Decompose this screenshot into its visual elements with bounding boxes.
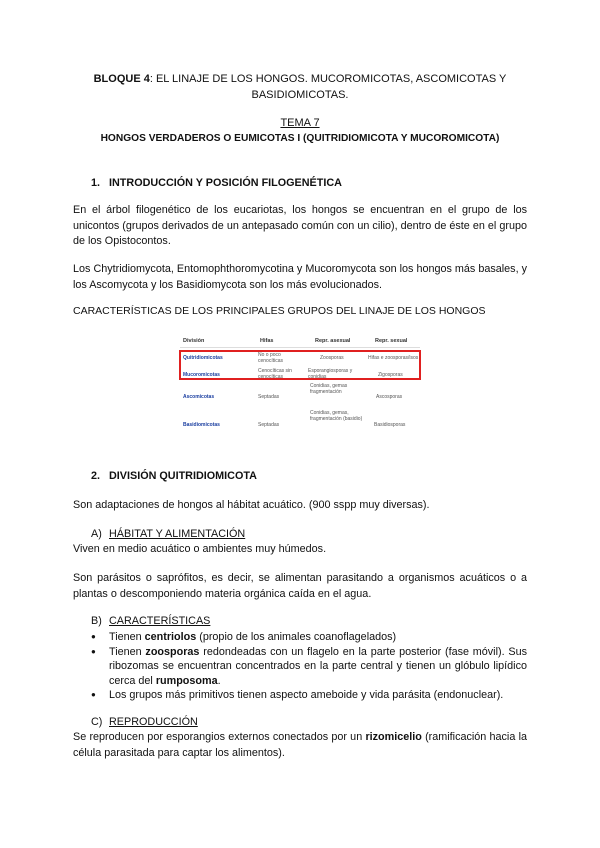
- table-row-4-division: Basidiomicotas: [183, 422, 220, 428]
- table-header-asexual: Repr. asexual: [315, 338, 351, 344]
- subsection-a-paragraph-1: Viven en medio acuático o ambientes muy húmedos.: [73, 543, 327, 555]
- tema-title: HONGOS VERDADEROS O EUMICOTAS I (QUITRIDIOMICOTA Y MUCOROMICOTA): [100, 133, 500, 144]
- block-title-rest: : EL LINAJE DE LOS HONGOS. MUCOROMICOTAS, ASCOMICOTAS Y BASIDIOMICOTAS.: [149, 73, 507, 101]
- table-divider: [180, 347, 420, 348]
- subsection-a-title: HÁBITAT Y ALIMENTACIÓN: [109, 528, 246, 540]
- subsection-c-title: REPRODUCCIÓN: [109, 716, 198, 728]
- list-item: ● Tienen zoosporas redondeadas con un flagelo en la parte posterior (fase móvil). Sus ribozomas se encuentran concentrados en la parte central y tienen un glóbulo lipídico cerca del rumposoma.: [91, 645, 527, 689]
- section-1-heading: [91, 177, 342, 189]
- table-row-2-sexual: Zigosporas: [378, 372, 403, 378]
- block-title: [60, 71, 540, 103]
- subsection-c-letter: C): [91, 716, 103, 728]
- subsection-a-paragraph-2: Son parásitos o saprófitos, es decir, se alimentan parasitando a organismos acuáticos o a plantas o descomponiendo materia orgánica caída en el agua.: [73, 572, 527, 600]
- table-row-1-sexual: Hifas e zoosporas/isos: [368, 355, 419, 361]
- section-2-heading: [91, 470, 257, 482]
- subsection-b-title: CARACTERÍSTICAS: [109, 615, 211, 627]
- table-header-division: División: [183, 338, 205, 344]
- characteristics-list: [91, 630, 527, 703]
- table-row-2-asexual: Esporangiosporas y conidias: [308, 368, 353, 380]
- table-row-4-hifas: Septadas: [258, 422, 280, 428]
- section-1-title: INTRODUCCIÓN Y POSICIÓN FILOGENÉTICA: [109, 177, 342, 189]
- list-item: ● Los grupos más primitivos tienen aspecto ameboide y vida parásita (endonuclear).: [91, 688, 527, 703]
- groups-table-image: [180, 338, 420, 442]
- table-row-4-asexual: Conidias, gemas, fragmentación (basidio): [310, 410, 363, 422]
- table-row-3-hifas: Septadas: [258, 394, 280, 400]
- table-row-2-hifas: Cenocíticas sin cenocíticas: [258, 368, 292, 380]
- table-row-3-asexual: Conidias, gemas fragmentación: [310, 383, 348, 395]
- table-row-4-sexual: Basidiosporas: [374, 422, 406, 428]
- subsection-a-heading: [91, 528, 245, 540]
- subsection-c-paragraph: Se reproducen por esporangios externos conectados por un rizomicelio (ramificación hacia la célula parasitada para captar los alimentos).: [73, 731, 527, 759]
- highlight-box: [179, 350, 421, 380]
- subsection-c-heading: [91, 716, 198, 728]
- block-title-bold: BLOQUE 4: [93, 73, 150, 85]
- section-2-number: 2.: [91, 470, 101, 482]
- table-row-1-hifas: No o poco cenocíticas: [258, 352, 284, 364]
- section-2-title: DIVISIÓN QUITRIDIOMICOTA: [109, 470, 257, 482]
- table-row-1-division: Quitridiomicotas: [183, 355, 223, 361]
- table-row-1-asexual: Zoosporas: [320, 355, 344, 361]
- table-row-3-division: Ascomicotas: [183, 394, 215, 400]
- subsection-b-heading: [91, 615, 210, 627]
- section-1-paragraph-2: Los Chytridiomycota, Entomophthoromycotina y Mucoromycota son los hongos más basales, y los Ascomycota y los Basidiomycota son los más evolucionados.: [73, 263, 527, 291]
- list-item: ● Tienen centriolos (propio de los animales coanoflagelados): [91, 630, 527, 645]
- table-header-sexual: Repr. sexual: [375, 338, 408, 344]
- table-row-2-division: Mucoromicotas: [183, 372, 220, 378]
- table-row-3-sexual: Ascosporas: [376, 394, 403, 400]
- table-header-hifas: Hifas: [260, 338, 274, 344]
- section-2-intro: Son adaptaciones de hongos al hábitat acuático. (900 sspp muy diversas).: [73, 499, 430, 511]
- subsection-b-letter: B): [91, 615, 102, 627]
- tema-label: TEMA 7: [280, 117, 320, 129]
- subsection-a-letter: A): [91, 528, 102, 540]
- section-1-paragraph-1: En el árbol filogenético de los eucariotas, los hongos se encuentran en el grupo de los unicontos (grupos derivados de un antepasado común con un cilio), dentro de éste en el grupo de los Opistocontos.: [73, 204, 527, 247]
- section-1-number: 1.: [91, 177, 101, 189]
- table-caption: CARACTERÍSTICAS DE LOS PRINCIPALES GRUPOS DEL LINAJE DE LOS HONGOS: [73, 305, 486, 317]
